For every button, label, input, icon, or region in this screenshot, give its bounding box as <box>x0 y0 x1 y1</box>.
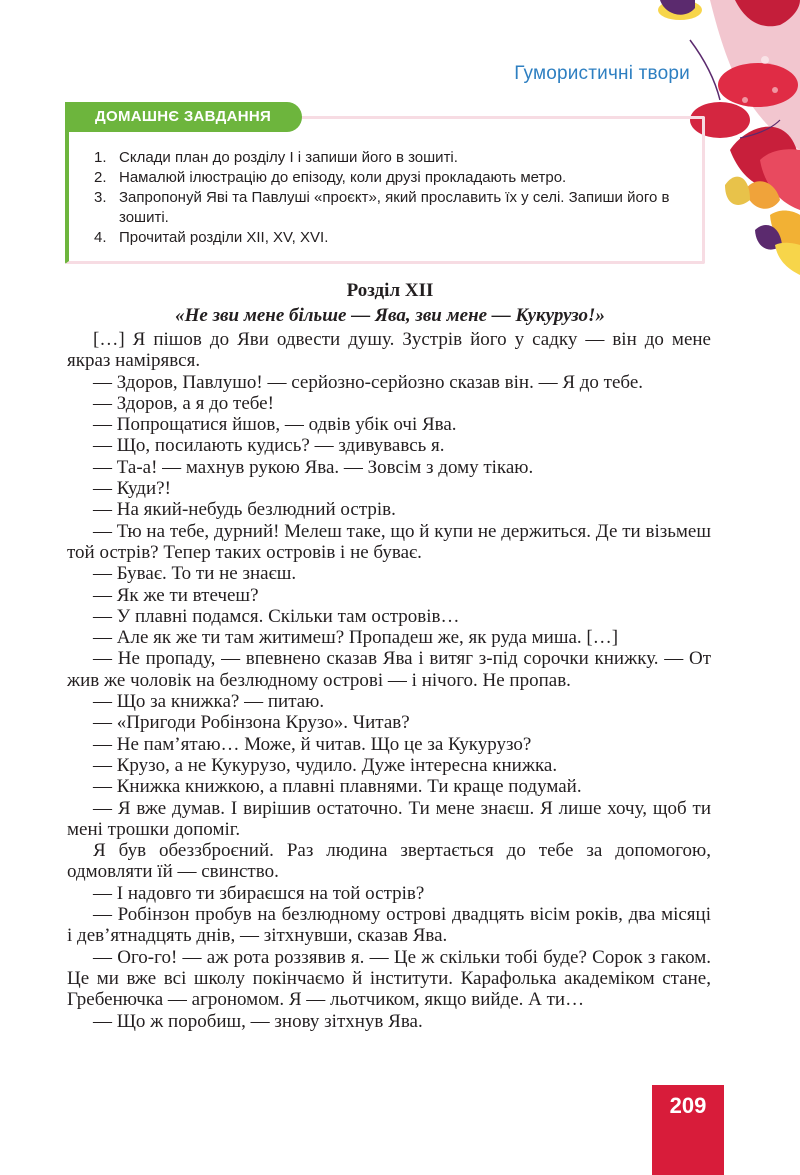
paragraph: — «Пригоди Робінзона Крузо». Читав? <box>93 712 410 734</box>
homework-item-text: Склади план до розділу І і запиши його в зошиті. <box>119 149 458 166</box>
paragraph: — Робінзон пробув на безлюдному острові двадцять вісім років, два місяці і дев’ятнадцять днів, — зітхнувши, сказав Ява. <box>67 904 711 947</box>
paragraph: — Ого-го! — аж рота роззявив я. — Це ж скільки тобі буде? Сорок з гаком. Це ми вже всі школу покінчаємо й інститути. Карафолька академіком стане, Гребенючка — агрономом. Я — льотчиком, якщо вийде. А ти… <box>67 946 711 1011</box>
paragraph: […] Я пішов до Яви одвести душу. Зустрів його у садку — він до мене якраз намірявся. <box>67 329 711 372</box>
homework-list <box>94 148 694 248</box>
paragraph: — Попрощатися йшов, — одвів убік очі Ява. <box>93 414 457 436</box>
homework-item <box>94 188 694 228</box>
paragraph: — Що за книжка? — питаю. <box>93 691 325 713</box>
paragraph: — У плавні подамся. Скільки там островів… <box>93 605 460 627</box>
paragraph: — Крузо, а не Кукурузо, чудило. Дуже інтересна книжка. <box>93 754 558 776</box>
homework-item-number: 2. <box>94 169 107 186</box>
paragraph: — Здоров, а я до тебе! <box>93 392 274 414</box>
homework-item <box>94 148 694 168</box>
chapter-text <box>67 329 711 1032</box>
paragraph: — Здоров, Павлушо! — серйозно-серйозно сказав він. — Я до тебе. <box>93 371 644 393</box>
paragraph: — Я вже думав. І вирішив остаточно. Ти мене знаєш. Я лише хочу, щоб ти мені трошки допоміг. <box>67 797 711 840</box>
homework-item-number: 3. <box>94 189 107 206</box>
paragraph: — Та-а! — махнув рукою Ява. — Зовсім з дому тікаю. <box>93 456 534 478</box>
paragraph: — Книжка книжкою, а плавні плавнями. Ти краще подумай. <box>93 776 582 798</box>
page-number: 209 <box>652 1085 724 1175</box>
paragraph: — Тю на тебе, дурний! Мелеш таке, що й купи не держиться. Де ти візьмеш той острів? Тепер таких островів і не буває. <box>67 520 711 563</box>
chapter-title: Розділ XII <box>346 280 434 301</box>
paragraph: — Не пропаду, — впевнено сказав Ява і витяг з-під сорочки книжку. — От жив же чоловік на безлюдному острові — і нічого. Не пропав. <box>67 648 711 691</box>
section-title: Гумористичні твори <box>514 63 690 84</box>
paragraph: — І надовго ти збираєшся на той острів? <box>93 882 425 904</box>
homework-item-text: Прочитай розділи XII, XV, XVI. <box>119 229 329 246</box>
homework-item-number: 4. <box>94 229 107 246</box>
paragraph: — Що ж поробиш, — знову зітхнув Ява. <box>93 1010 423 1032</box>
homework-item-number: 1. <box>94 149 107 166</box>
paragraph: — Куди?! <box>93 478 171 500</box>
paragraph: — Що, посилають кудись? — здивувавсь я. <box>93 435 445 457</box>
paragraph: — На який-небудь безлюдний острів. <box>93 499 396 521</box>
homework-item <box>94 168 694 188</box>
paragraph: — Не пам’ятаю… Може, й читав. Що це за Кукурузо? <box>93 733 532 755</box>
paragraph: — Але як же ти там житимеш? Пропадеш же, як руда миша. […] <box>93 627 619 649</box>
paragraph: — Буває. То ти не знаєш. <box>93 563 297 585</box>
homework-title: ДОМАШНЄ ЗАВДАННЯ <box>65 102 302 132</box>
homework-item-text: Запропонуй Яві та Павлуші «проєкт», який прославить їх у селі. Запиши його в зошиті. <box>119 189 670 226</box>
homework-item <box>94 228 694 248</box>
homework-item-text: Намалюй ілюстрацію до епізоду, коли друзі прокладають метро. <box>119 169 567 186</box>
chapter-subtitle: «Не зви мене більше — Ява, зви мене — Кукурузо!» <box>175 305 605 326</box>
paragraph: Я був обеззброєний. Раз людина звертається до тебе за допомогою, одмовляти їй — свинство. <box>67 840 711 883</box>
paragraph: — Як же ти втечеш? <box>93 584 259 606</box>
